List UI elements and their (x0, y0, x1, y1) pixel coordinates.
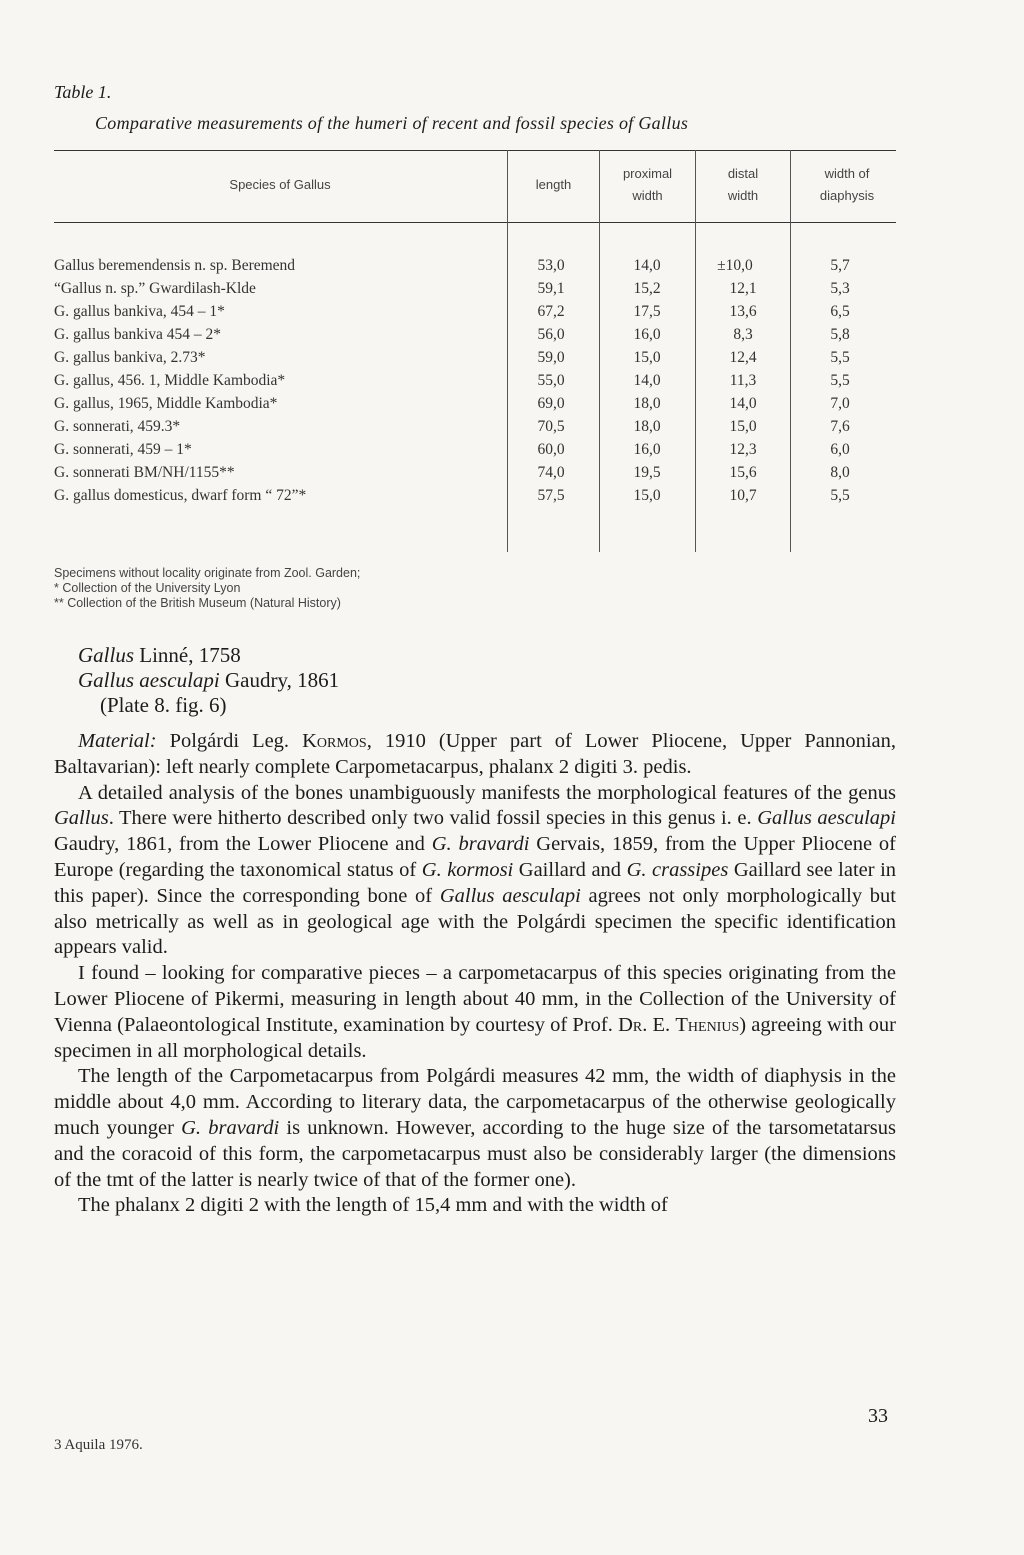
distal-value: 12,3 (729, 441, 757, 458)
header-species: Species of Gallus (229, 177, 331, 192)
distal-value: 15,6 (729, 464, 757, 481)
length-value: 67,2 (537, 303, 565, 320)
table-row (0, 484, 1024, 507)
length-value: 56,0 (537, 326, 565, 343)
diaphysis-value: 6,0 (830, 441, 850, 458)
table-caption: Comparative measurements of the humeri of recent and fossil species of Gallus (95, 113, 689, 133)
diaphysis-value: 8,0 (830, 464, 850, 481)
table-notes (54, 566, 360, 611)
table-row (0, 369, 1024, 392)
length-value: 59,1 (537, 280, 565, 297)
distal-value: 15,0 (729, 418, 757, 435)
length-value: 57,5 (537, 487, 565, 504)
species-name: G. sonnerati BM/NH/1155** (54, 464, 235, 481)
header-distal-1: distal (727, 166, 759, 181)
body-text (54, 729, 896, 1219)
proximal-value: 15,0 (633, 487, 661, 504)
species-name: “Gallus n. sp.” Gwardilash-Klde (54, 280, 256, 297)
table-row (0, 300, 1024, 323)
proximal-value: 18,0 (633, 418, 661, 435)
species-name: G. gallus, 456. 1, Middle Kambodia* (54, 372, 286, 389)
table-row (0, 461, 1024, 484)
diaphysis-value: 5,3 (830, 280, 850, 297)
species-name: G. gallus domesticus, dwarf form “ 72”* (54, 487, 307, 504)
diaphysis-value: 6,5 (830, 303, 850, 320)
diaphysis-value: 5,5 (830, 372, 850, 389)
table-row (0, 346, 1024, 369)
length-value: 74,0 (537, 464, 565, 481)
page-number: 33 (868, 1405, 888, 1427)
species-author: Gaudry, 1861 (219, 668, 340, 692)
table-row (0, 323, 1024, 346)
length-value: 60,0 (537, 441, 565, 458)
distal-value: 14,0 (729, 395, 757, 412)
proximal-value: 18,0 (633, 395, 661, 412)
table-note: Specimens without locality originate from Zool. Garden; (54, 566, 361, 580)
proximal-value: 15,0 (633, 349, 661, 366)
distal-value: 13,6 (729, 303, 757, 320)
diaphysis-value: 5,5 (830, 349, 850, 366)
table-top-rule (54, 150, 896, 151)
species-name: G. gallus, 1965, Middle Kambodia* (54, 395, 278, 412)
genus-author: Linné, 1758 (134, 643, 241, 667)
table-row (0, 415, 1024, 438)
species-name: G. gallus bankiva 454 – 2* (54, 326, 222, 343)
proximal-value: 19,5 (633, 464, 661, 481)
distal-value: 8,3 (733, 326, 753, 343)
table-row (0, 438, 1024, 461)
length-value: 53,0 (537, 257, 565, 274)
proximal-value: 17,5 (633, 303, 661, 320)
length-value: 59,0 (537, 349, 565, 366)
proximal-value: 14,0 (633, 372, 661, 389)
distal-value: 10,7 (729, 487, 757, 504)
table-note: * Collection of the University Lyon (54, 581, 241, 595)
proximal-value: 14,0 (633, 257, 661, 274)
comparison-paragraph: I found – looking for comparative pieces – a carpometacarpus of this species originating from the Lower Pliocene of Pikermi, measuring in length about 40 mm, in the Collection of the University of Vienna (Palaeontological Institute, examination by courtesy of Prof. Dr. E. Thenius) agreeing with our specimen in all morphological details. (54, 962, 896, 1062)
diaphysis-value: 5,8 (830, 326, 850, 343)
distal-value: 12,4 (729, 349, 757, 366)
header-distal-2: width (727, 188, 759, 203)
header-proximal-1: proximal (622, 166, 673, 181)
header-proximal-2: width (632, 188, 663, 203)
length-value: 69,0 (537, 395, 565, 412)
table-row (0, 392, 1024, 415)
table-label: Table 1. (54, 82, 112, 102)
plate-reference: (Plate 8. fig. 6) (100, 693, 227, 717)
header-diaphysis-1: width of (824, 166, 870, 181)
distal-value: ±10,0 (717, 257, 753, 274)
species-name: G. gallus bankiva, 2.73* (54, 349, 206, 366)
length-value: 70,5 (537, 418, 565, 435)
proximal-value: 16,0 (633, 326, 661, 343)
table-note: ** Collection of the British Museum (Natural History) (54, 596, 341, 610)
diaphysis-value: 5,5 (830, 487, 850, 504)
distal-value: 11,3 (729, 372, 757, 389)
table-header-rule (54, 222, 896, 223)
material-paragraph: Material: Polgárdi Leg. Kormos, 1910 (Upper part of Lower Pliocene, Upper Pannonian, Baltavarian): left nearly complete Carpometacarpus, phalanx 2 digiti 3. pedis. (54, 730, 897, 778)
length-value: 55,0 (537, 372, 565, 389)
species-name: Gallus beremendensis n. sp. Beremend (54, 257, 296, 274)
analysis-paragraph: A detailed analysis of the bones unambiguously manifests the morphological features of the genus Gallus. There were hitherto described only two valid fossil species in this genus i. e. Gallus aesculapi Gaudry, 1861, from the Lower Pliocene and G. bravardi Gervais, 1859, from the Upper Pliocene of Europe (regarding the taxonomical status of G. kormosi Gaillard and G. crassipes Gaillard see later in this paper). Since the corresponding bone of Gallus aesculapi agrees not only morphologically but also metrically as well as in geological age with the Polgárdi specimen the specific identification appears valid. (54, 781, 897, 959)
diaphysis-value: 7,0 (830, 395, 850, 412)
species-name: G. gallus bankiva, 454 – 1* (54, 303, 225, 320)
material-label: Material: (78, 730, 157, 752)
table-row (0, 277, 1024, 300)
table-row (0, 254, 1024, 277)
distal-value: 12,1 (729, 280, 757, 297)
header-length: length (535, 177, 572, 192)
diaphysis-value: 7,6 (830, 418, 850, 435)
header-diaphysis-2: diaphysis (819, 188, 875, 203)
genus-heading (78, 643, 339, 718)
length-paragraph: The length of the Carpometacarpus from Polgárdi measures 42 mm, the width of diaphysis in the middle about 4,0 mm. According to literary data, the carpometacarpus of the otherwise geologically much younger G. bravardi is unknown. However, according to the huge size of the tarsometatarsus and the coracoid of this form, the carpometacarpus must also be considerably larger (the dimensions of the tmt of the latter is nearly twice of that of the former one). (54, 1065, 896, 1191)
phalanx-paragraph: The phalanx 2 digiti 2 with the length of 15,4 mm and with the width of (78, 1194, 668, 1217)
species-name: G. sonnerati, 459.3* (54, 418, 181, 435)
species-name: G. sonnerati, 459 – 1* (54, 441, 192, 458)
species-name-heading: Gallus aesculapi (78, 668, 220, 692)
diaphysis-value: 5,7 (830, 257, 850, 274)
proximal-value: 15,2 (633, 280, 661, 297)
footer-signature: 3 Aquila 1976. (54, 1437, 143, 1453)
proximal-value: 16,0 (633, 441, 661, 458)
genus-name: Gallus (78, 643, 135, 667)
author-kormos: Kormos (302, 730, 367, 752)
